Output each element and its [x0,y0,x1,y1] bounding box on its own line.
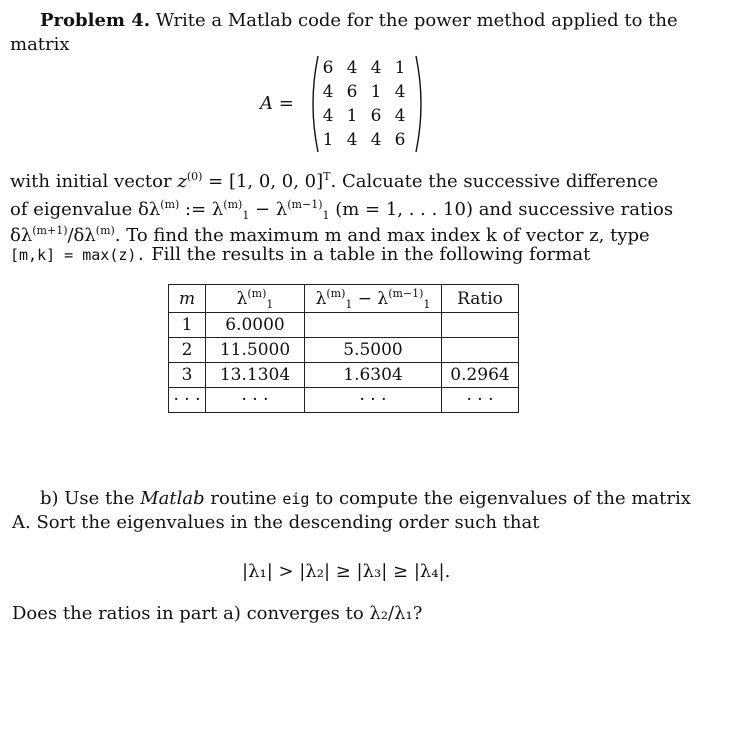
text-find-max: . To find the maximum m and max index k of vector z, type [114,225,650,246]
command-line [10,243,590,267]
vector-value: = [1, 0, 0, 0] [208,171,324,192]
text-compute: to compute the eigenvalues of the matrix [309,488,691,509]
table-row [169,363,519,388]
header-diff-b-sup: (m−1) [388,286,424,300]
header-lambda-symbol: λ [236,288,248,309]
sup-m3: (m) [95,224,115,237]
question-line: Does the ratios in part a) converges to λ₂/λ₁? [12,603,423,624]
text-calculate: . Calcuate the successive difference [330,171,659,192]
matrix-entry: 6 [346,82,358,102]
text-routine: routine [204,488,283,509]
cell-m: 3 [169,363,206,388]
matrix-grid [316,56,416,152]
table-row-ellipsis [169,388,519,413]
matrix-entry: 1 [370,82,382,102]
header-m: m [169,285,206,313]
cell-m: 2 [169,338,206,363]
matrix-entry: 6 [370,106,382,126]
text-delta: δλ [10,225,33,246]
table-header-row [169,285,519,313]
matrix-entry: 1 [322,130,334,150]
results-table [168,284,519,413]
sup-m1: (m−1) [287,198,323,211]
code-eig: eig [282,490,310,508]
matrix-entry: 4 [370,58,382,78]
header-ratio: Ratio [442,285,519,313]
cell-lambda: · · · [206,388,305,413]
matrix-entry: 1 [346,106,358,126]
matrix-entry: 4 [346,58,358,78]
header-lambda-sup: (m) [247,286,267,300]
header-lambda-sub: 1 [266,297,274,311]
problem-label: Problem 4. [40,10,151,31]
matrix-entry: 4 [346,130,358,150]
sub-1: 1 [242,209,250,222]
cell-m: 1 [169,313,206,338]
matrix-entry: 4 [394,106,406,126]
sub-1b: 1 [322,209,330,222]
text-over-delta: /δλ [67,225,96,246]
part-b-line2: A. Sort the eigenvalues in the descending order such that [12,512,540,533]
header-diff-a-sup: (m) [326,286,346,300]
text-matlab: Matlab [140,488,205,509]
matrix-entry: 4 [322,106,334,126]
cell-ratio [442,338,519,363]
cell-lambda: 11.5000 [206,338,305,363]
text-assign: := λ [179,199,224,220]
cell-diff: 5.5000 [305,338,442,363]
text-minus: − λ [249,199,288,220]
cell-m: · · · [169,388,206,413]
table-row [169,313,519,338]
matrix-name: A = [260,93,294,114]
transpose-sup: T [323,170,331,183]
code-mk: [m,k] [10,246,56,264]
header-difference [305,285,442,313]
matrix-entry: 4 [322,82,334,102]
matrix-entry: 4 [394,82,406,102]
cell-diff [305,313,442,338]
cell-ratio: 0.2964 [442,363,519,388]
header-lambda [206,285,305,313]
header-diff-minus: − λ [352,288,389,309]
cell-lambda: 6.0000 [206,313,305,338]
part-b-line1 [40,487,691,511]
cell-ratio [442,313,519,338]
matrix-entry: 6 [322,58,334,78]
text-fill-table: Fill the results in a table in the following format [145,244,591,265]
matrix-entry: 4 [370,130,382,150]
code-max: = max(z). [55,246,146,264]
sup-m-plus-1: (m+1) [32,224,68,237]
problem-statement-line2: matrix [10,34,70,55]
initial-vector-line [10,165,658,194]
sup-m2: (m) [223,198,243,211]
vector-z: z [177,171,187,192]
eigenvalue-inequality: |λ₁| > |λ₂| ≥ |λ₃| ≥ |λ₄|. [242,561,451,582]
right-paren [414,54,428,154]
cell-diff: · · · [305,388,442,413]
table-row [169,338,519,363]
vector-z-sup: (0) [186,170,203,183]
sup-m: (m) [160,198,180,211]
problem-intro: Write a Matlab code for the power method applied to the [155,10,678,31]
problem-statement-line1 [40,9,678,33]
text-range: (m = 1, . . . 10) and successive ratios [329,199,674,220]
header-diff-a: λ [315,288,327,309]
text-initial-vector: with initial vector [10,171,172,192]
text-delta-lambda: of eigenvalue δλ [10,199,161,220]
matrix-entry: 6 [394,130,406,150]
text-use-the: b) Use the [40,488,141,509]
cell-diff: 1.6304 [305,363,442,388]
matrix-entry: 1 [394,58,406,78]
cell-lambda: 13.1304 [206,363,305,388]
matrix-block [258,56,438,152]
header-diff-a-sub: 1 [345,297,353,311]
cell-ratio: · · · [442,388,519,413]
header-diff-b-sub: 1 [423,297,431,311]
